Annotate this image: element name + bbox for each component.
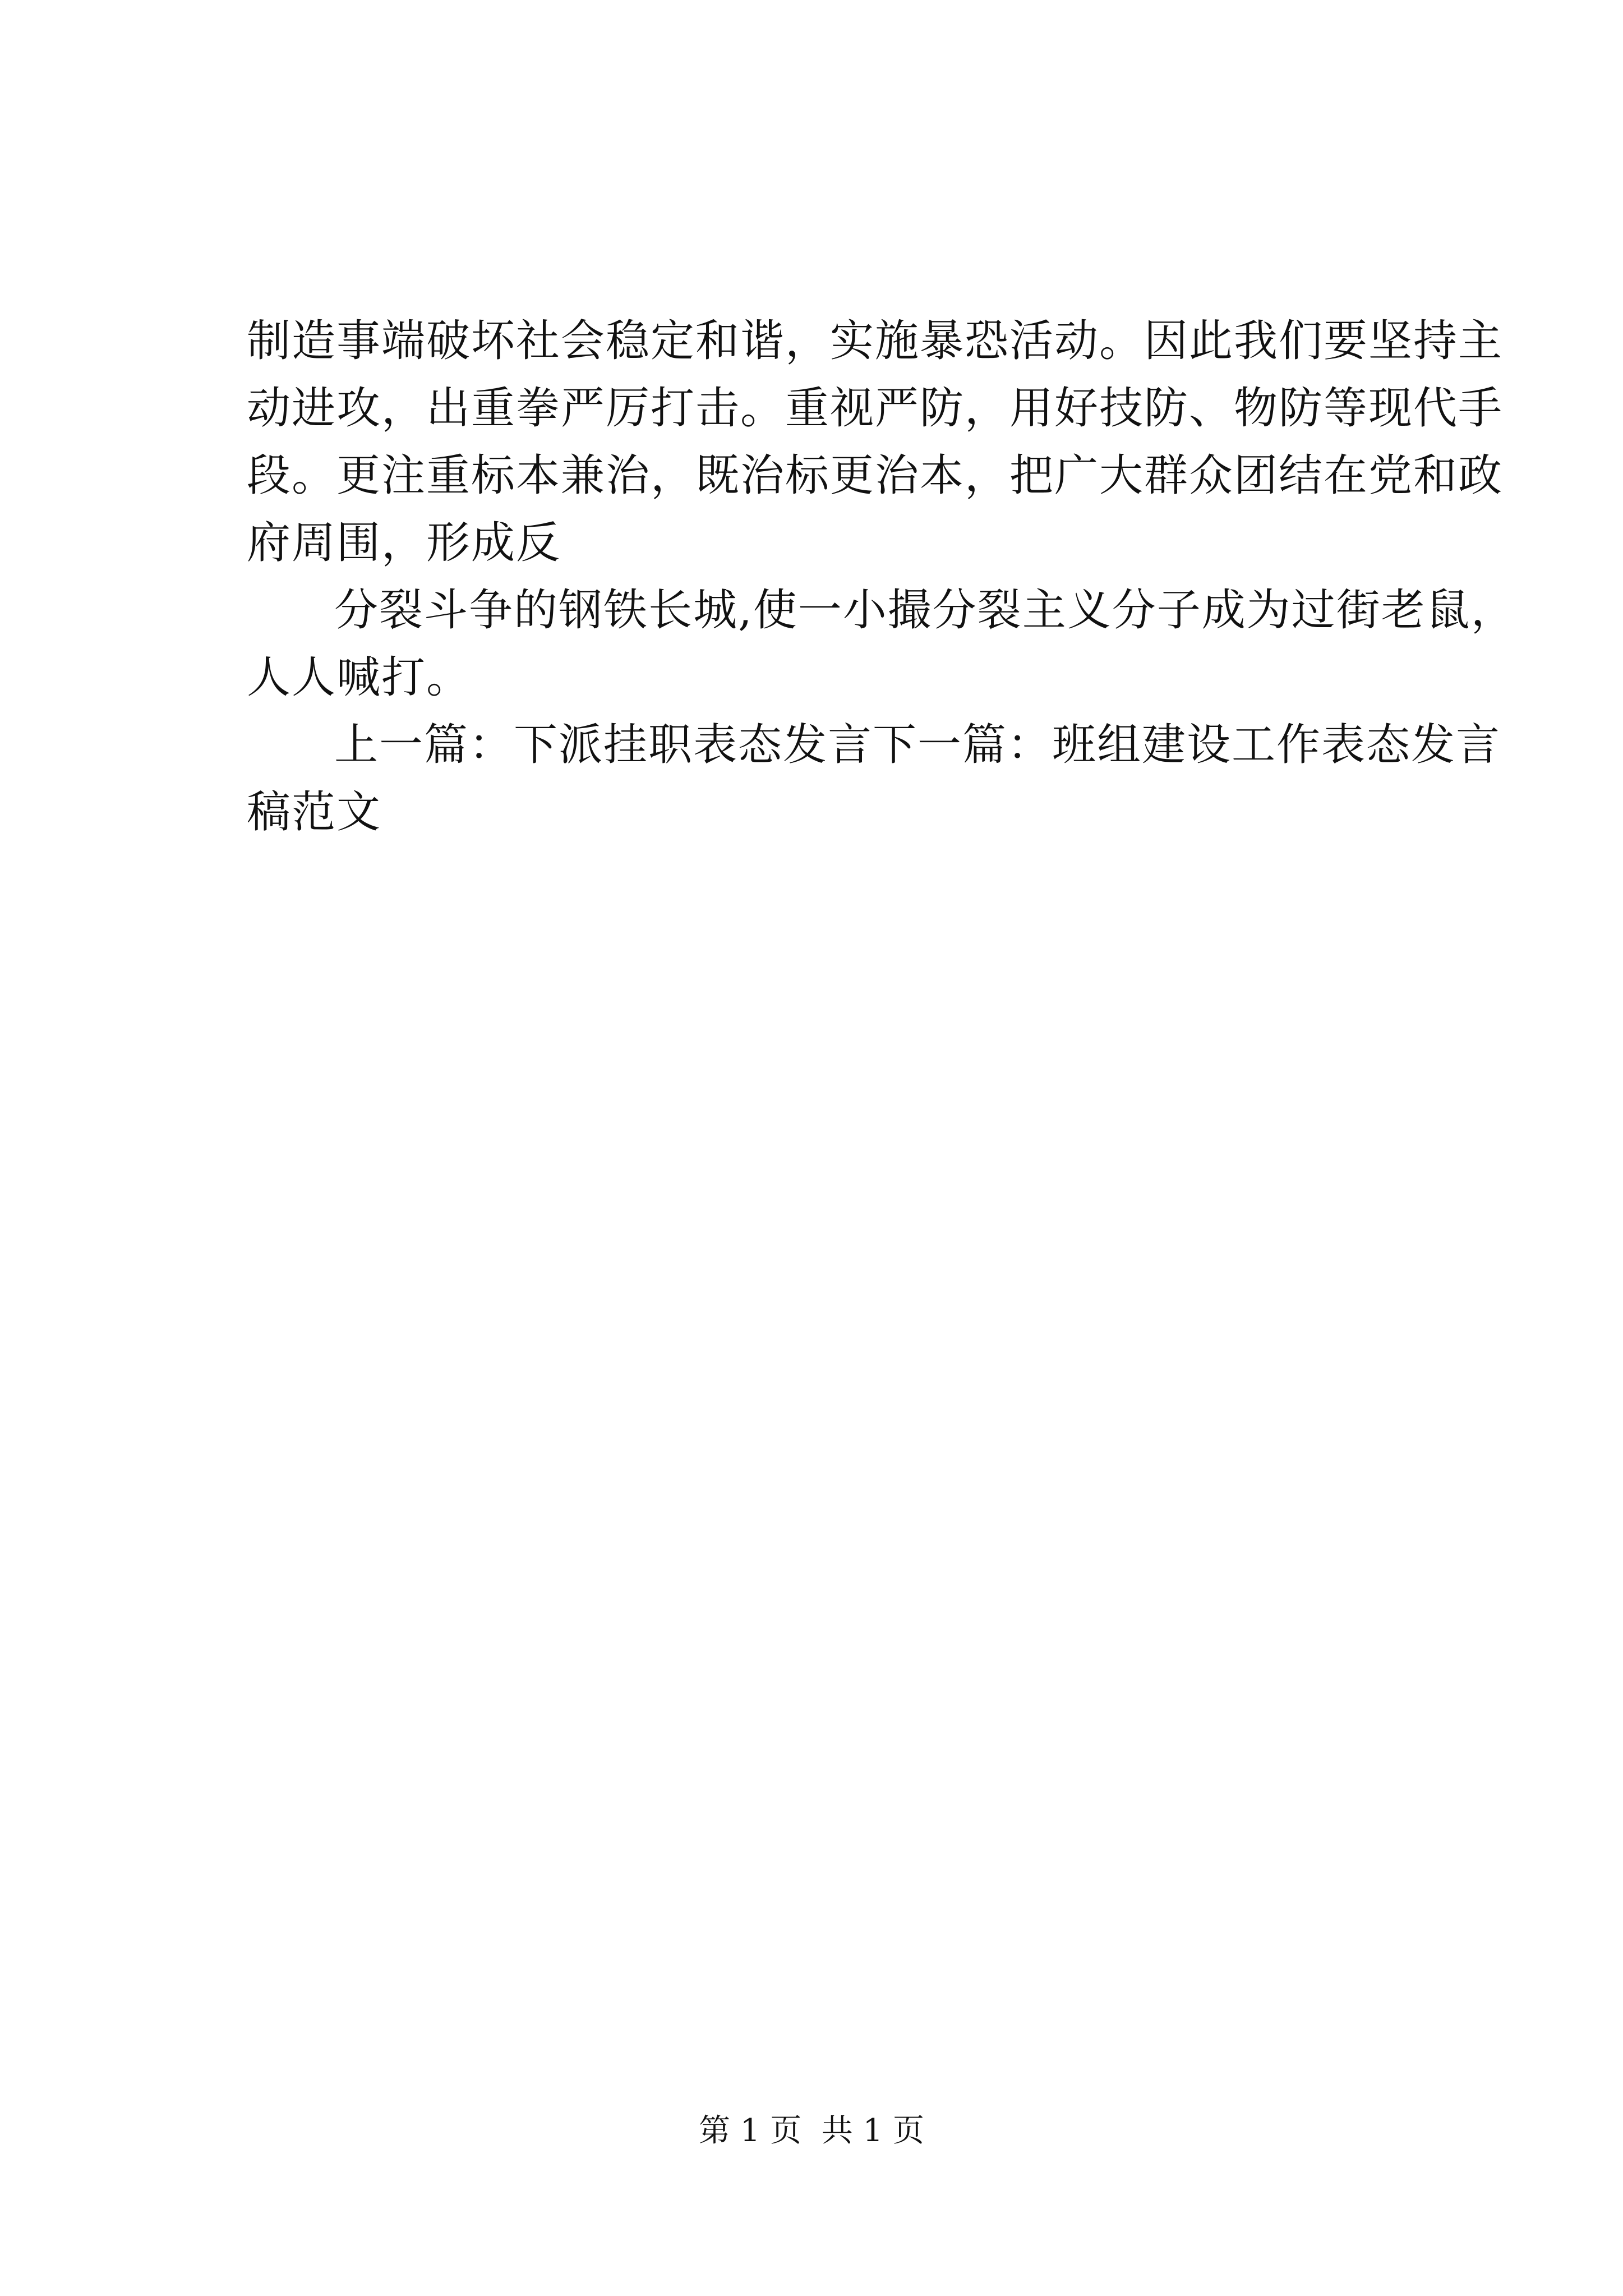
paragraph-line: 段。更注重标本兼治，既治标更治本，把广大群众团结在党和政 — [247, 450, 1504, 501]
paragraph-3-navigation — [247, 711, 1501, 846]
document-body — [247, 307, 1516, 846]
page-number-label: 第 1 页 共 1 页 — [698, 2113, 925, 2149]
prev-next-article-links[interactable]: 上一篇：下派挂职表态发言下一篇：班组建设工作表态发言 — [334, 720, 1501, 770]
paragraph-1 — [247, 307, 1504, 577]
paragraph-line: 分裂斗争的钢铁长城,使一小撮分裂主义分子成为过街老鼠， — [334, 585, 1516, 636]
paragraph-line: 动进攻，出重拳严厉打击。重视严防，用好技防、物防等现代手 — [247, 383, 1504, 434]
paragraph-line[interactable]: 稿范文 — [247, 787, 382, 838]
paragraph-line: 府周围，形成反 — [247, 518, 561, 568]
paragraph-line: 人人喊打。 — [247, 652, 472, 703]
page-footer — [0, 2111, 1623, 2151]
paragraph-2 — [247, 577, 1516, 711]
paragraph-line: 制造事端破坏社会稳定和谐，实施暴恐活动。因此我们要坚持主 — [247, 316, 1504, 366]
